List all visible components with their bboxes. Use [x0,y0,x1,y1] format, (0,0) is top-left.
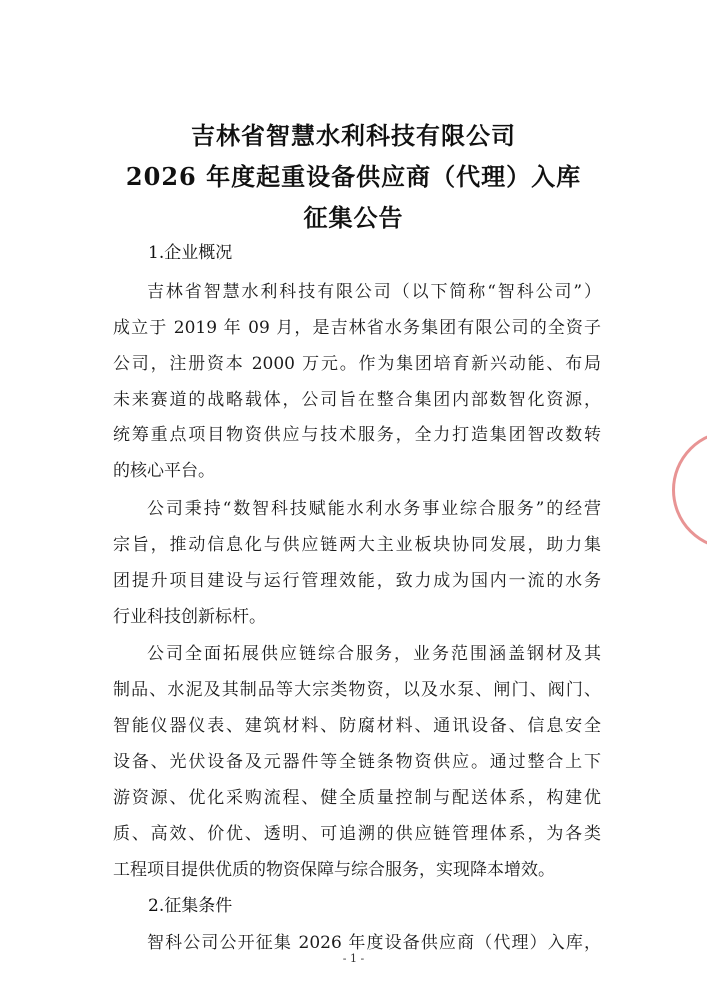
paragraph-line: 团提升项目建设与运行管理效能，致力成为国内一流的水务 [113,571,601,591]
paragraph-line: 未来赛道的战略载体，公司旨在整合集团内部数智化资源， [113,390,601,410]
paragraph-line: 游资源、优化采购流程、健全质量控制与配送体系，构建优 [113,788,601,808]
paragraph-line: 设备、光伏设备及元器件等全链条物资供应。通过整合上下 [113,752,601,772]
paragraph-line: 吉林省智慧水利科技有限公司（以下简称“智科公司”） [147,282,601,302]
document-title-line-1: 吉林省智慧水利科技有限公司 [191,121,516,150]
paragraph-line: 宗旨，推动信息化与供应链两大主业板块协同发展，助力集 [113,535,601,555]
section-1-heading: 1.企业概况 [148,243,233,263]
paragraph-line: 公司，注册资本 2000 万元。作为集团培育新兴动能、布局 [113,354,601,374]
paragraph-line: 行业科技创新标杆。 [113,607,266,627]
paragraph-line: 公司秉持“数智科技赋能水利水务事业综合服务”的经营 [147,499,601,519]
section-2-heading: 2.征集条件 [148,896,233,916]
paragraph-line: 智能仪器仪表、建筑材料、防腐材料、通讯设备、信息安全 [113,716,601,736]
paragraph-line: 的核心平台。 [113,461,215,481]
paragraph-line: 成立于 2019 年 09 月，是吉林省水务集团有限公司的全资子 [113,318,601,338]
paragraph-line: 制品、水泥及其制品等大宗类物资，以及水泵、闸门、阀门、 [113,680,601,700]
document-title-line-3: 征集公告 [303,203,404,232]
page-number: - 1 - [342,952,365,965]
paragraph-line: 工程项目提供优质的物资保障与综合服务，实现降本增效。 [113,860,555,880]
paragraph-line: 公司全面拓展供应链综合服务，业务范围涵盖钢材及其 [147,644,601,664]
official-seal-edge [672,430,707,550]
document-title-line-2: 2026 年度起重设备供应商（代理）入库 [125,162,582,191]
paragraph-line: 统筹重点项目物资供应与技术服务，全力打造集团智改数转 [113,425,601,445]
paragraph-line: 质、高效、价优、透明、可追溯的供应链管理体系，为各类 [113,824,601,844]
paragraph-line: 智科公司公开征集 2026 年度设备供应商（代理）入库， [147,933,601,953]
